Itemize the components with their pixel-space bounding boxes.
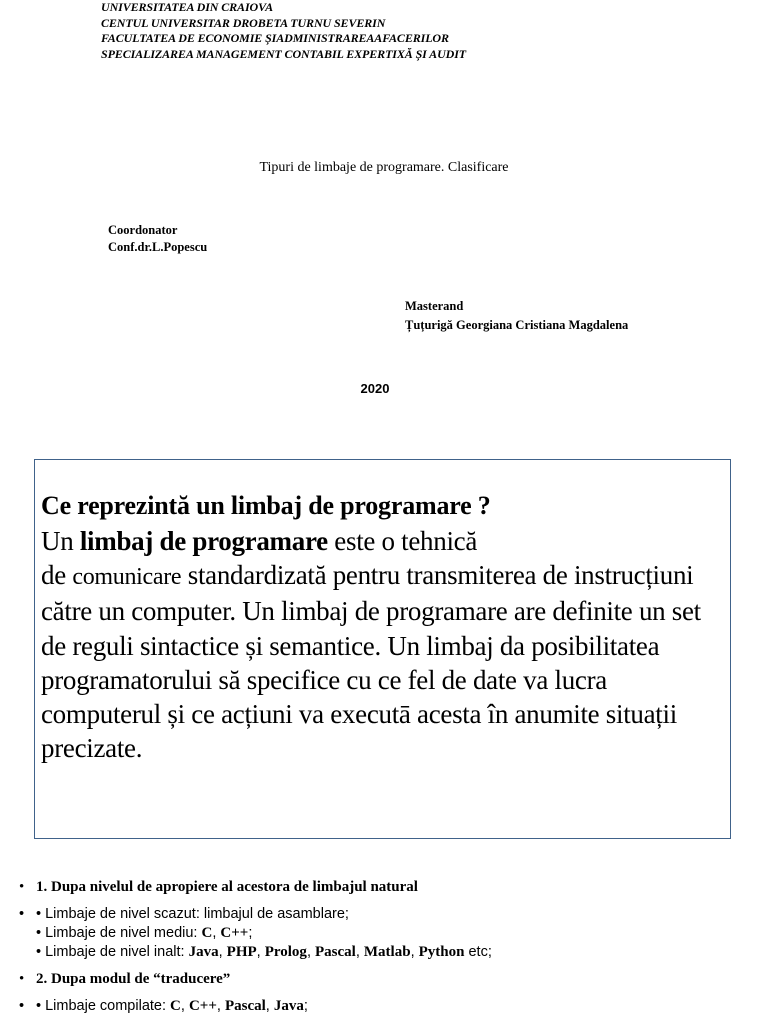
definition-heading: Ce reprezintă un limbaj de programare ? (41, 491, 491, 520)
def-rest1: este o tehnică (334, 526, 478, 556)
coordinator-name: Conf.dr.L.Popescu (108, 240, 208, 254)
lang-c: C (201, 925, 213, 941)
lang-cpp: C++ (188, 998, 217, 1014)
bullet-marker: • (19, 879, 25, 895)
high-end: etc; (464, 944, 492, 960)
year: 2020 (360, 381, 390, 396)
student-label: Masterand (405, 299, 464, 313)
definition-box (34, 459, 731, 839)
definition-paragraph (41, 524, 720, 765)
def-un: Un (41, 526, 74, 556)
sub-marker: • (36, 944, 42, 960)
mid-level-line (36, 924, 758, 943)
classification-list (18, 878, 758, 1024)
low-level-text: Limbaje de nivel scazut: limbajul de asamblare; (45, 906, 349, 922)
bullet-marker: • (19, 998, 25, 1014)
compiled-line: • Limbaje compilate: C, C++, Pascal, Java; (36, 998, 308, 1014)
compiled-label: Limbaje compilate: (45, 998, 171, 1014)
lang-cpp: C++ (220, 925, 249, 941)
sub-marker: • (36, 906, 42, 922)
header-center: CENTUL UNIVERSITAR DROBETA TURNU SEVERIN (101, 15, 386, 30)
item-translation-heading: 2. Dupa modul de “traducere” (36, 971, 231, 987)
lang-pascal: Pascal (224, 998, 266, 1014)
item-level-heading: 1. Dupa nivelul de apropiere al acestora de limbajul natural (36, 879, 418, 895)
lang-pascal: Pascal (315, 944, 356, 960)
mid-end: ; (248, 925, 253, 941)
mid-level-label: Limbaje de nivel mediu: (45, 925, 202, 941)
coordinator-block (108, 222, 207, 256)
def-rest2: standardizată pentru transmiterea de instrucțiuni către un computer. Un limbaj de programare are definite un set de reguli sintactice și semantice. Un limbaj da posibilitatea programatorului să specifice cu ce fel de date va lucra computerul și ce acțiuni va executā acesta în anumite situații precizate. (41, 560, 701, 764)
separator: , (212, 925, 221, 941)
lang-java: Java (273, 998, 304, 1014)
lang-prolog: Prolog (264, 944, 307, 960)
list-item (18, 878, 758, 897)
coordinator-label: Coordonator (108, 223, 178, 237)
lang-java: Java (188, 944, 219, 960)
header-university: UNIVERSITATEA DIN CRAIOVA (101, 0, 274, 14)
list-item (18, 997, 758, 1016)
list-item (18, 970, 758, 989)
list-item (18, 905, 758, 962)
student-name: Țuțurigă Georgiana Cristiana Magdalena (405, 318, 629, 332)
student-block (405, 297, 628, 335)
bullet-marker: • (19, 971, 25, 987)
document-title: Tipuri de limbaje de programare. Clasificare (259, 160, 509, 175)
lang-c: C (170, 998, 181, 1014)
def-term: limbaj de programare (79, 526, 328, 556)
bullet-marker: • (19, 906, 25, 922)
sub-marker: • (36, 925, 42, 941)
compiled-end: ; (303, 998, 308, 1014)
low-level-line (36, 905, 758, 924)
header-faculty: FACULTATEA DE ECONOMIE ȘIADMINISTRAREAAFACERILOR (101, 31, 449, 45)
sub-marker: • (36, 998, 42, 1014)
lang-python: Python (418, 944, 465, 960)
university-header (101, 0, 466, 62)
lang-matlab: Matlab (363, 944, 411, 960)
def-de: de (41, 560, 66, 591)
high-level-label: Limbaje de nivel inalt: (45, 944, 189, 960)
lang-php: PHP (226, 944, 257, 960)
header-specialization: SPECIALIZAREA MANAGEMENT CONTABIL EXPERTIXĂ ȘI AUDIT (101, 46, 467, 61)
high-level-line: • Limbaje de nivel inalt: Java, PHP, Prolog, Pascal, Matlab, Python etc; (36, 944, 492, 960)
def-comunicare: comunicare (72, 564, 182, 591)
